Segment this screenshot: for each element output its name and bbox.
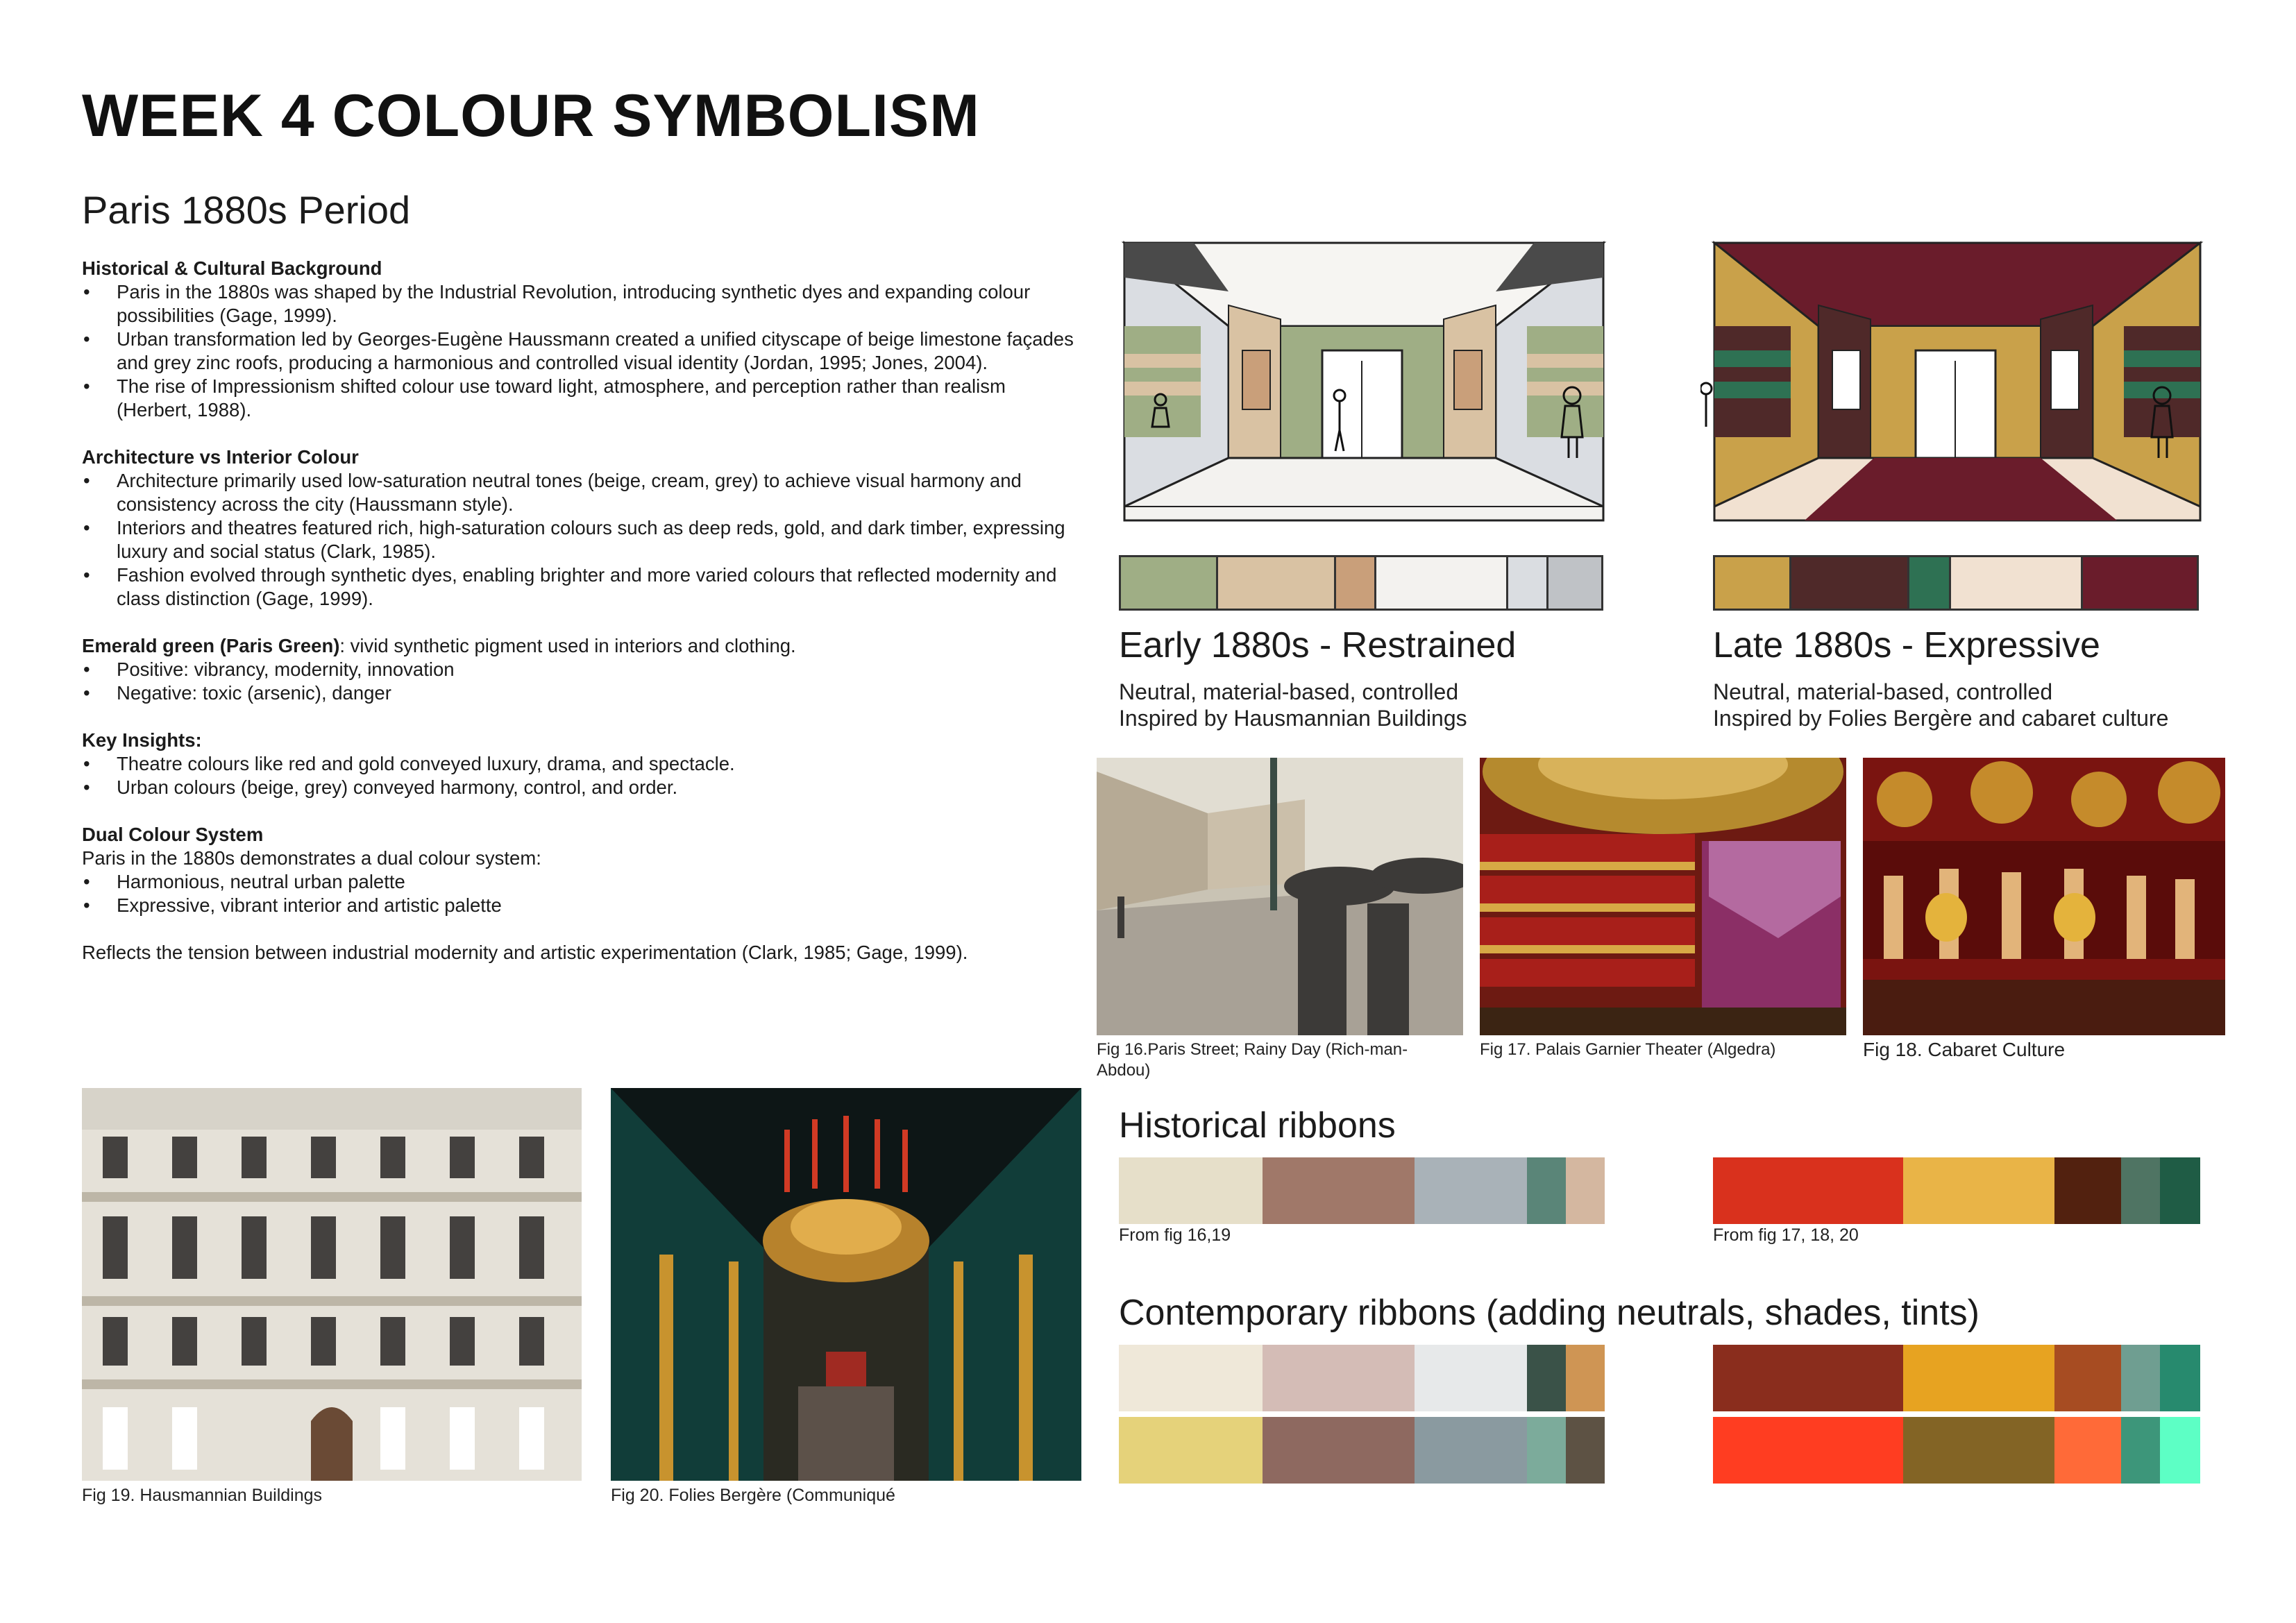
fig20-image [611,1088,1081,1481]
ribbon-swatch [1527,1157,1566,1224]
bullet-item [82,328,1081,375]
bullet-icon: • [83,776,90,798]
bullet-icon: • [83,470,90,491]
historical-left-caption: From fig 16,19 [1119,1225,1231,1245]
dual-intro: Paris in the 1880s demonstrates a dual colour system: [82,847,541,869]
bullet-icon: • [83,281,90,303]
ribbon-swatch [1903,1417,2054,1484]
ribbon-swatch [1527,1345,1566,1411]
early-swatch [1508,557,1548,609]
early-interior-sketch [1111,229,1617,534]
late-swatch [1951,557,2083,609]
bullet-text: Architecture primarily used low-saturation neutral tones (beige, cream, grey) to achieve visual harmony and consistency across the city (Haussmann style). [117,470,1022,515]
ribbon-swatch [2054,1417,2121,1484]
early-swatch [1548,557,1601,609]
fig20-caption: Fig 20. Folies Bergère (Communiqué [611,1486,895,1505]
historical-section [82,257,1081,422]
emerald-heading: Emerald green (Paris Green) [82,635,340,656]
bullet-item [82,280,1081,328]
ribbon-swatch [1415,1345,1527,1411]
ribbon-swatch [1119,1345,1263,1411]
bullet-item [82,681,1081,705]
bullet-text: Negative: toxic (arsenic), danger [117,682,391,704]
late-interior-sketch [1700,229,2214,534]
bullet-text: Harmonious, neutral urban palette [117,871,405,892]
ribbon-swatch [1903,1345,2054,1411]
dual-heading: Dual Colour System [82,824,264,845]
contemporary-ribbon-right-b [1713,1417,2200,1484]
ribbon-swatch [1903,1157,2054,1224]
ribbon-swatch [2054,1157,2121,1224]
fig19-image [82,1088,582,1481]
bullet-item [82,776,1081,799]
late-desc-2: Inspired by Folies Bergère and cabaret culture [1713,706,2169,731]
historical-ribbon-right [1713,1157,2200,1224]
fig16-caption: Fig 16.Paris Street; Rainy Day (Rich-man-Abdou) [1097,1040,1408,1080]
early-swatch [1121,557,1218,609]
contemporary-ribbon-left-b [1119,1417,1605,1484]
conclusion-text: Reflects the tension between industrial modernity and artistic experimentation (Clark, 1985; Gage, 1999). [82,942,968,963]
late-swatch [1715,557,1791,609]
early-swatch [1336,557,1376,609]
early-swatch [1376,557,1508,609]
ribbon-swatch [1566,1157,1605,1224]
historical-ribbons-title: Historical ribbons [1119,1105,1396,1146]
bullet-item [82,375,1081,422]
dual-section [82,823,1081,917]
historical-right-caption: From fig 17, 18, 20 [1713,1225,1859,1245]
ribbon-swatch [1263,1157,1415,1224]
ribbon-swatch [1415,1417,1527,1484]
emerald-section [82,634,1081,705]
ribbon-swatch [1527,1417,1566,1484]
bullet-item [82,870,1081,894]
ribbon-swatch [2160,1157,2200,1224]
late-title: Late 1880s - Expressive [1713,625,2100,665]
fig16-image [1097,758,1463,1035]
bullet-item [82,658,1081,681]
ribbon-swatch [1713,1157,1903,1224]
early-swatch [1218,557,1336,609]
ribbon-swatch [1415,1157,1527,1224]
ribbon-swatch [2121,1157,2160,1224]
ribbon-swatch [2160,1345,2200,1411]
text-column [82,257,1081,988]
bullet-icon: • [83,682,90,704]
late-desc-1: Neutral, material-based, controlled [1713,679,2053,704]
contemporary-ribbons-title: Contemporary ribbons (adding neutrals, shades, tints) [1119,1293,1980,1333]
ribbon-swatch [2054,1345,2121,1411]
fig17-image [1480,758,1846,1035]
bullet-icon: • [83,658,90,680]
ribbon-swatch [1713,1345,1903,1411]
insights-section [82,729,1081,799]
architecture-heading: Architecture vs Interior Colour [82,446,359,468]
bullet-text: Fashion evolved through synthetic dyes, enabling brighter and more varied colours that reflected modernity and class distinction (Gage, 1999). [117,564,1057,609]
bullet-item [82,516,1081,563]
ribbon-swatch [1713,1417,1903,1484]
late-swatch [1909,557,1951,609]
historical-ribbon-left [1119,1157,1605,1224]
historical-heading: Historical & Cultural Background [82,257,382,279]
bullet-icon: • [83,894,90,916]
page-title: WEEK 4 COLOUR SYMBOLISM [82,83,980,149]
contemporary-ribbon-right-a [1713,1345,2200,1411]
bullet-item [82,752,1081,776]
bullet-text: Paris in the 1880s was shaped by the Industrial Revolution, introducing synthetic dyes and expanding colour possibilities (Gage, 1999). [117,281,1031,326]
ribbon-swatch [1566,1417,1605,1484]
ribbon-swatch [1263,1417,1415,1484]
fig17-caption: Fig 17. Palais Garnier Theater (Algedra) [1480,1040,1776,1059]
bullet-text: Urban colours (beige, grey) conveyed harmony, control, and order. [117,776,678,798]
bullet-icon: • [83,564,90,586]
early-palette [1119,555,1603,611]
fig19-caption: Fig 19. Hausmannian Buildings [82,1486,323,1505]
late-swatch [2083,557,2197,609]
emerald-lead: : vivid synthetic pigment used in interiors and clothing. [339,635,796,656]
ribbon-swatch [2121,1417,2160,1484]
bullet-icon: • [83,375,90,397]
early-desc-2: Inspired by Hausmannian Buildings [1119,706,1467,731]
bullet-text: Interiors and theatres featured rich, high-saturation colours such as deep reds, gold, and dark timber, expressing luxury and social status (Clark, 1985). [117,517,1065,562]
bullet-icon: • [83,871,90,892]
ribbon-swatch [1119,1417,1263,1484]
ribbon-swatch [1566,1345,1605,1411]
ribbon-swatch [1119,1157,1263,1224]
conclusion-section [82,941,1081,965]
insights-heading: Key Insights: [82,729,202,751]
bullet-item [82,563,1081,611]
late-swatch [1791,557,1909,609]
bullet-item [82,469,1081,516]
bullet-text: Urban transformation led by Georges-Eugène Haussmann created a unified cityscape of beige limestone façades and grey zinc roofs, producing a harmonious and controlled visual identity (Jordan, 1995; Jones, 2004). [117,328,1074,373]
architecture-section [82,445,1081,611]
contemporary-ribbon-left-a [1119,1345,1605,1411]
page-subtitle: Paris 1880s Period [82,188,411,232]
fig18-image [1863,758,2225,1035]
late-palette [1713,555,2199,611]
bullet-icon: • [83,753,90,774]
bullet-text: Positive: vibrancy, modernity, innovation [117,658,455,680]
fig18-caption: Fig 18. Cabaret Culture [1863,1039,2066,1060]
bullet-icon: • [83,517,90,538]
emerald-intro [82,634,1081,658]
ribbon-swatch [2121,1345,2160,1411]
bullet-text: Theatre colours like red and gold conveyed luxury, drama, and spectacle. [117,753,735,774]
bullet-icon: • [83,328,90,350]
bullet-item [82,894,1081,917]
early-title: Early 1880s - Restrained [1119,625,1517,665]
early-desc-1: Neutral, material-based, controlled [1119,679,1459,704]
bullet-text: Expressive, vibrant interior and artistic palette [117,894,502,916]
ribbon-swatch [1263,1345,1415,1411]
ribbon-swatch [2160,1417,2200,1484]
bullet-text: The rise of Impressionism shifted colour use toward light, atmosphere, and perception rather than realism (Herbert, 1988). [117,375,1006,420]
